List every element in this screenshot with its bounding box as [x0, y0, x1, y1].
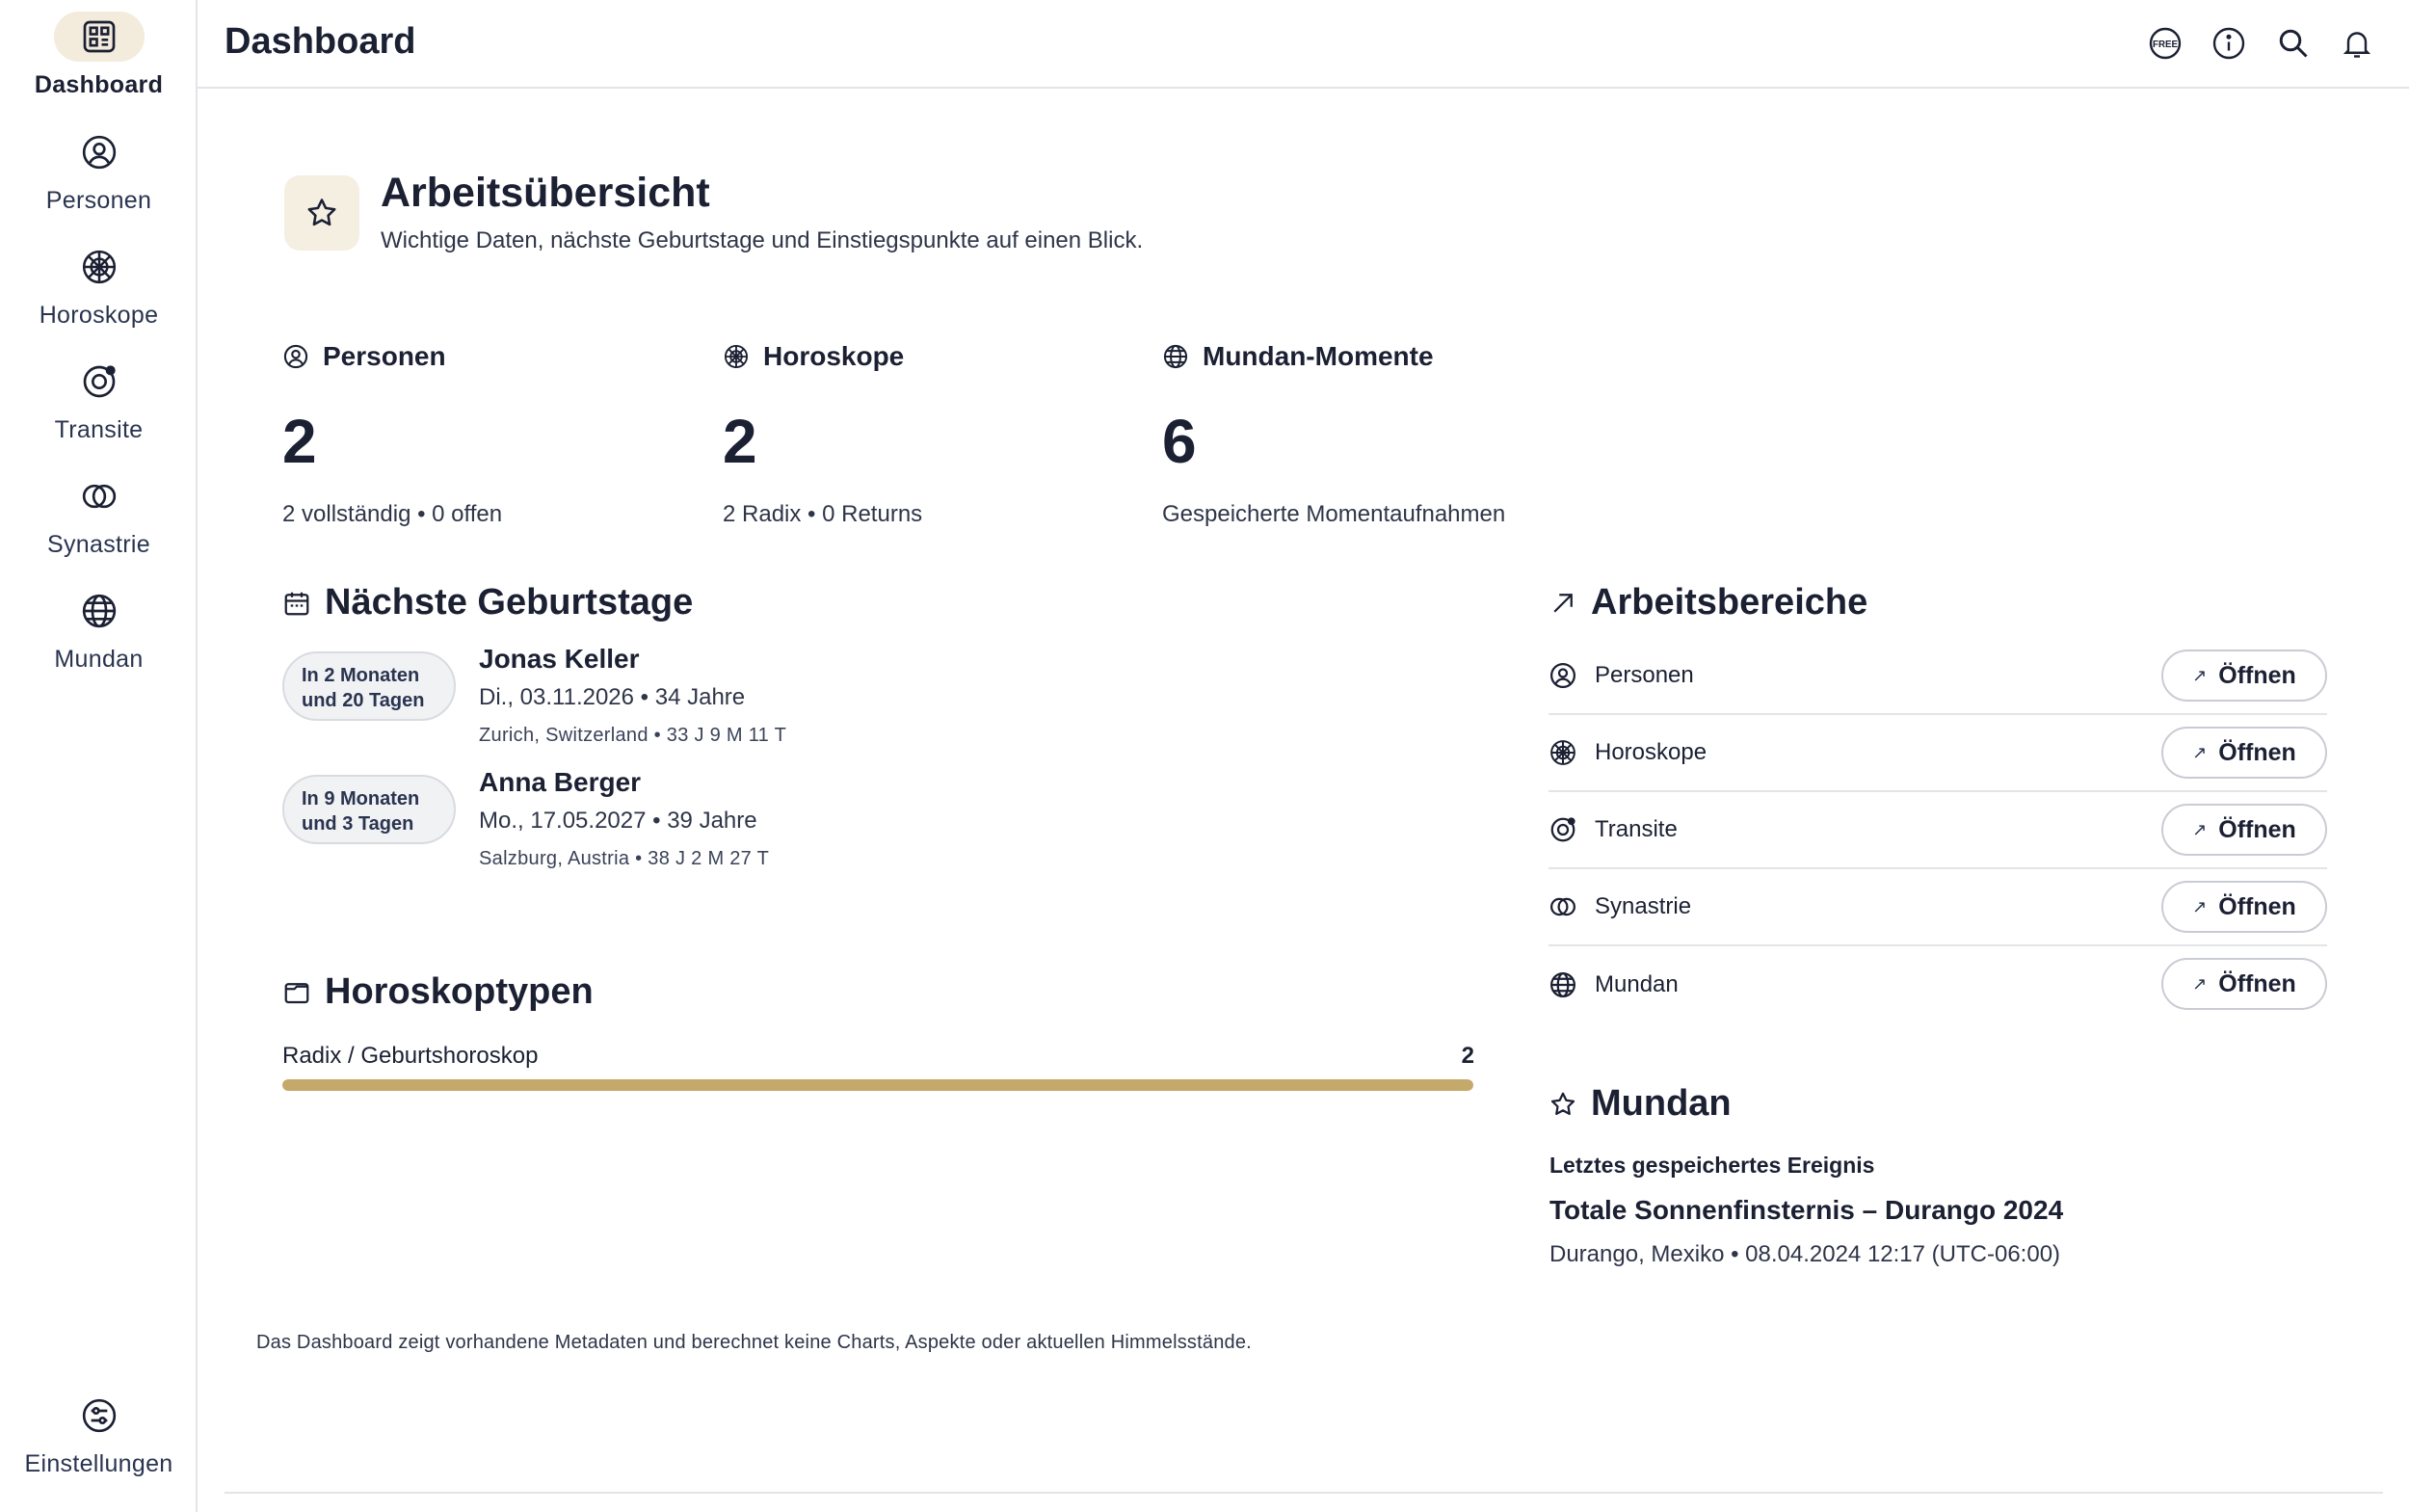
info-icon[interactable] — [2210, 24, 2248, 63]
globe-icon — [54, 586, 145, 636]
badge-line: In 2 Monaten — [302, 665, 420, 686]
type-label: Radix / Geburtshoroskop — [282, 1043, 539, 1069]
stat-value: 2 — [723, 407, 757, 476]
open-mundan-button[interactable] — [2161, 958, 2327, 1010]
stat-description: Gespeicherte Momentaufnahmen — [1162, 501, 1506, 527]
work-area-transite — [1549, 792, 2327, 869]
work-area-label: Horoskope — [1595, 739, 1707, 765]
sidebar-item-label: Mundan — [54, 646, 144, 673]
countdown-badge — [282, 775, 456, 844]
work-area-label: Personen — [1595, 662, 1694, 688]
open-personen-button[interactable] — [2161, 650, 2327, 702]
sidebar-item-transite[interactable] — [0, 357, 198, 444]
stat-description: 2 Radix • 0 Returns — [723, 501, 923, 527]
arrow-up-right-icon: ↗ — [2192, 819, 2208, 839]
open-button-label: Öffnen — [2218, 661, 2296, 689]
work-area-label: Mundan — [1595, 971, 1679, 997]
type-progress-fill — [282, 1079, 1473, 1091]
open-button-label: Öffnen — [2218, 969, 2296, 997]
bell-icon[interactable] — [2338, 24, 2376, 63]
open-transite-button[interactable] — [2161, 804, 2327, 856]
open-button-label: Öffnen — [2218, 892, 2296, 920]
sidebar-item-dashboard[interactable] — [0, 12, 198, 99]
horoscope-wheel-icon — [723, 343, 750, 370]
stat-label: Horoskope — [763, 341, 905, 371]
horoscope-types-header — [282, 971, 594, 1013]
section-title: Mundan — [1591, 1083, 1732, 1124]
person-circle-icon — [54, 127, 145, 177]
work-area-horoskope — [1549, 715, 2327, 792]
mundan-event-title[interactable]: Totale Sonnenfinsternis – Durango 2024 — [1549, 1195, 2064, 1225]
arrow-up-right-icon: ↗ — [2192, 973, 2208, 994]
sidebar-item-personen[interactable] — [0, 127, 198, 215]
section-title: Nächste Geburtstage — [325, 582, 694, 623]
stat-label: Personen — [323, 341, 446, 371]
divider — [225, 1492, 2383, 1494]
top-bar — [198, 0, 2409, 89]
person-name: Anna Berger — [479, 767, 642, 797]
work-area-label: Transite — [1595, 816, 1678, 842]
work-area-personen — [1549, 638, 2327, 715]
stat-horoskope — [723, 339, 922, 528]
synastry-rings-icon — [54, 471, 145, 521]
work-areas-header — [1549, 582, 1867, 623]
birthdays-header — [282, 582, 693, 623]
badge-line: In 9 Monaten — [302, 788, 420, 809]
arrow-up-right-icon: ↗ — [2192, 742, 2208, 762]
type-progress-track — [282, 1079, 1473, 1091]
person-circle-icon — [1549, 661, 1577, 690]
section-title: Arbeitsbereiche — [1591, 582, 1868, 623]
settings-sliders-icon — [54, 1391, 145, 1441]
synastry-rings-icon — [1549, 892, 1577, 921]
open-horoskope-button[interactable] — [2161, 727, 2327, 779]
countdown-badge — [282, 651, 456, 721]
stat-value: 6 — [1162, 407, 1197, 476]
sidebar-item-synastrie[interactable] — [0, 471, 198, 559]
stat-description: 2 vollständig • 0 offen — [282, 501, 503, 527]
person-name: Jonas Keller — [479, 644, 640, 674]
sidebar — [0, 0, 198, 1512]
dashboard-icon — [54, 12, 145, 62]
horoscope-wheel-icon — [54, 242, 145, 292]
sidebar-item-label: Personen — [45, 187, 152, 214]
sidebar-item-label: Synastrie — [47, 531, 150, 558]
sidebar-item-einstellungen[interactable] — [0, 1391, 198, 1478]
mundan-event-detail: Durango, Mexiko • 08.04.2024 12:17 (UTC-06:00) — [1549, 1241, 2061, 1267]
globe-icon — [1162, 343, 1189, 370]
svg-text:FREE: FREE — [2152, 39, 2179, 50]
star-icon — [1549, 1090, 1577, 1119]
badge-line: und 20 Tagen — [302, 690, 425, 711]
open-button-label: Öffnen — [2218, 815, 2296, 843]
birth-place: Zurich, Switzerland • 33 J 9 M 11 T — [479, 725, 787, 746]
calendar-icon — [282, 589, 311, 618]
section-title: Horoskoptypen — [325, 971, 594, 1012]
arrow-up-right-icon: ↗ — [2192, 896, 2208, 916]
stat-label: Mundan-Momente — [1203, 341, 1434, 371]
work-area-mundan — [1549, 946, 2327, 1023]
free-badge-icon[interactable] — [2146, 24, 2184, 63]
birth-place: Salzburg, Austria • 38 J 2 M 27 T — [479, 848, 770, 869]
open-button-label: Öffnen — [2218, 738, 2296, 766]
star-icon — [284, 175, 359, 251]
person-circle-icon — [282, 343, 309, 370]
transit-orbit-icon — [54, 357, 145, 407]
mundan-header — [1549, 1083, 1732, 1125]
stat-mundan-momente — [1162, 339, 1505, 528]
folder-icon — [282, 978, 311, 1007]
open-synastrie-button[interactable] — [2161, 881, 2327, 933]
badge-line: und 3 Tagen — [302, 813, 414, 835]
sidebar-item-horoskope[interactable] — [0, 242, 198, 330]
arrow-up-right-icon: ↗ — [2192, 665, 2208, 685]
page-title: Dashboard — [225, 21, 416, 62]
stat-value: 2 — [282, 407, 317, 476]
sidebar-item-label: Einstellungen — [24, 1450, 173, 1477]
type-count: 2 — [1461, 1043, 1474, 1069]
transit-orbit-icon — [1549, 815, 1577, 844]
globe-icon — [1549, 970, 1577, 999]
stat-personen — [282, 339, 502, 528]
section-subtitle: Wichtige Daten, nächste Geburtstage und Einstiegspunkte auf einen Blick. — [381, 227, 1144, 253]
sidebar-item-label: Transite — [54, 416, 144, 443]
work-area-label: Synastrie — [1595, 893, 1692, 919]
section-title: Arbeitsübersicht — [381, 170, 710, 216]
arrow-up-right-icon — [1549, 589, 1577, 618]
search-icon[interactable] — [2274, 24, 2313, 63]
mundan-subtitle: Letztes gespeichertes Ereignis — [1549, 1153, 1875, 1178]
birthday-date: Mo., 17.05.2027 • 39 Jahre — [479, 808, 757, 834]
sidebar-item-label: Horoskope — [39, 302, 159, 329]
horoscope-wheel-icon — [1549, 738, 1577, 767]
work-area-synastrie — [1549, 869, 2327, 946]
footnote: Das Dashboard zeigt vorhandene Metadaten und berechnet keine Charts, Aspekte oder aktuellen Himmelsstände. — [256, 1332, 1252, 1353]
sidebar-item-mundan[interactable] — [0, 586, 198, 674]
birthday-date: Di., 03.11.2026 • 34 Jahre — [479, 684, 746, 710]
sidebar-item-label: Dashboard — [34, 71, 164, 98]
